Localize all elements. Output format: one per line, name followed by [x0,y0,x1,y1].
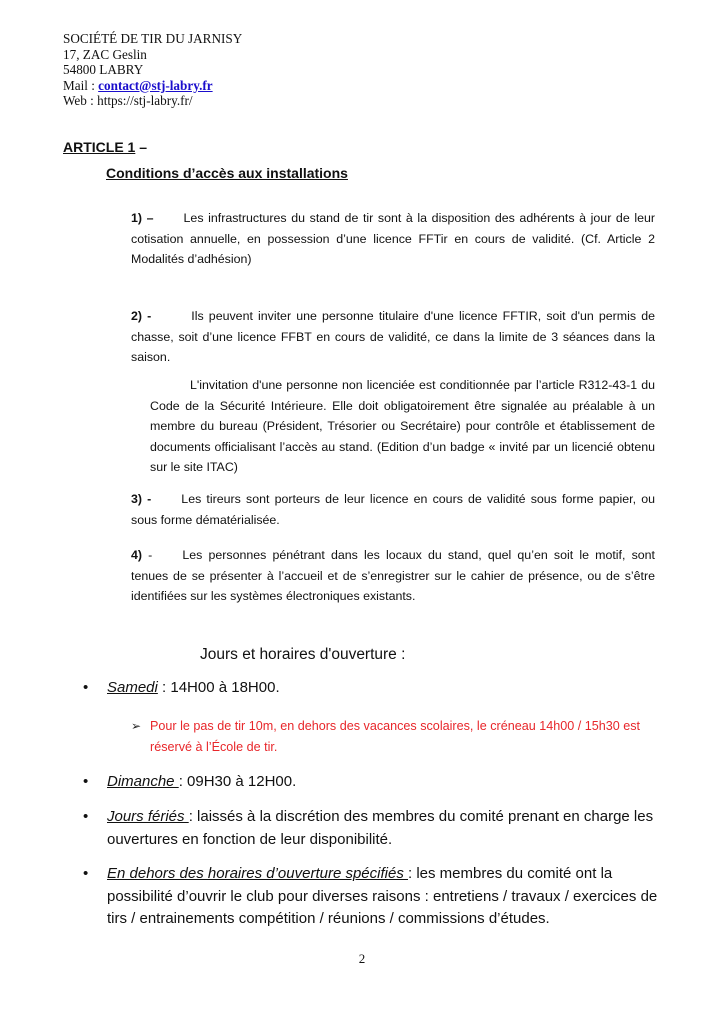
bullet-jours-feries [83,806,667,851]
paragraph-3 [131,489,655,530]
paragraph-4-number: 4) [131,548,143,562]
paragraph-4-dash: - [142,548,153,562]
paragraph-3-text: Les tireurs sont porteurs de leur licence en cours de validité sous forme papier, ou sous forme dématérialisée. [131,492,655,527]
paragraph-1 [131,208,655,270]
opening-hours-title: Jours et horaires d'ouverture : [200,646,406,663]
paragraph-2-number: 2) - [131,309,152,323]
samedi-hours: : 14H00 à 18H00. [157,679,280,696]
hors-horaires-label: En dehors des horaires d’ouverture spécifiés [107,865,408,882]
letterhead [63,31,242,109]
article-dash: – [135,139,148,155]
article-label: ARTICLE 1 [63,139,136,155]
paragraph-4 [131,545,655,607]
paragraph-2-sub: L'invitation d'une personne non licenciée est conditionnée par l’article R312-43-1 du Code de la Sécurité Intérieure. Elle doit obligatoirement être signalée au préalable à un membre du bureau (Président, Trésorier ou Secrétaire) pour contrôle et établissement de documents officialisant l’accès au stand. (Edition d’un badge « invité par un licencié obtenu sur le site ITAC) [150,378,655,474]
arrow-icon: ➢ [131,719,142,733]
web-line: Web : https://stj-labry.fr/ [63,93,193,108]
dimanche-label: Dimanche [107,773,179,790]
address-street: 17, ZAC Geslin [63,46,147,62]
bullet-icon: • [83,679,89,696]
paragraph-3-number: 3) - [131,492,152,506]
club-name: SOCIÉTÉ DE TIR DU JARNISY [63,31,243,46]
school-note-text: Pour le pas de tir 10m, en dehors des vacances scolaires, le créneau 14h00 / 15h30 est réservé à l’École de tir. [150,719,641,754]
dimanche-hours: : 09H30 à 12H00. [178,773,297,790]
article-subtitle: Conditions d’accès aux installations [106,165,348,181]
feries-label: Jours fériés [107,808,189,825]
bullet-samedi [83,677,667,700]
paragraph-2 [131,306,655,368]
paragraph-2-text: Ils peuvent inviter une personne titulaire d'une licence FFTIR, soit d'un permis de chasse, soit d’une licence FFBT en cours de validité, ce dans la limite de 3 séances dans la saison. [131,309,655,364]
email-link[interactable]: contact@stj-labry.fr [98,77,213,93]
bullet-dimanche [83,771,667,794]
bullet-hors-horaires [83,863,667,931]
address-city: 54800 LABRY [63,62,144,77]
article-heading [63,139,147,155]
samedi-label: Samedi [107,679,158,696]
mail-line [63,78,242,94]
feries-text: : laissés à la discrétion des membres du comité prenant en charge les ouvertures en fonction de leur disponibilité. [107,808,654,848]
bullet-icon: • [83,773,89,790]
bullet-icon: • [83,865,89,882]
mail-label: Mail : [63,77,99,93]
paragraph-4-text: Les personnes pénétrant dans les locaux du stand, quel qu’en soit le motif, sont tenues de se présenter à l’accueil et de s’enregistrer sur le cahier de présence, ou de s’être identifiées sur les systèmes électroniques existants. [131,548,655,603]
bullet-icon: • [83,808,89,825]
paragraph-1-number: 1) – [131,211,154,225]
page-number: 2 [358,951,366,966]
paragraph-1-text: Les infrastructures du stand de tir sont à la disposition des adhérents à jour de leur cotisation annuelle, en possession d’une licence FFTir en cours de validité. (Cf. Article 2 Modalités d’adhésion) [131,211,655,266]
hors-horaires-text: : les membres du comité ont la possibilité d’ouvrir le club pour diverses raisons : entretiens / travaux / exercices de tirs / entrainements compétition / réunions / commissions d’études. [107,865,658,927]
school-note [131,716,650,757]
